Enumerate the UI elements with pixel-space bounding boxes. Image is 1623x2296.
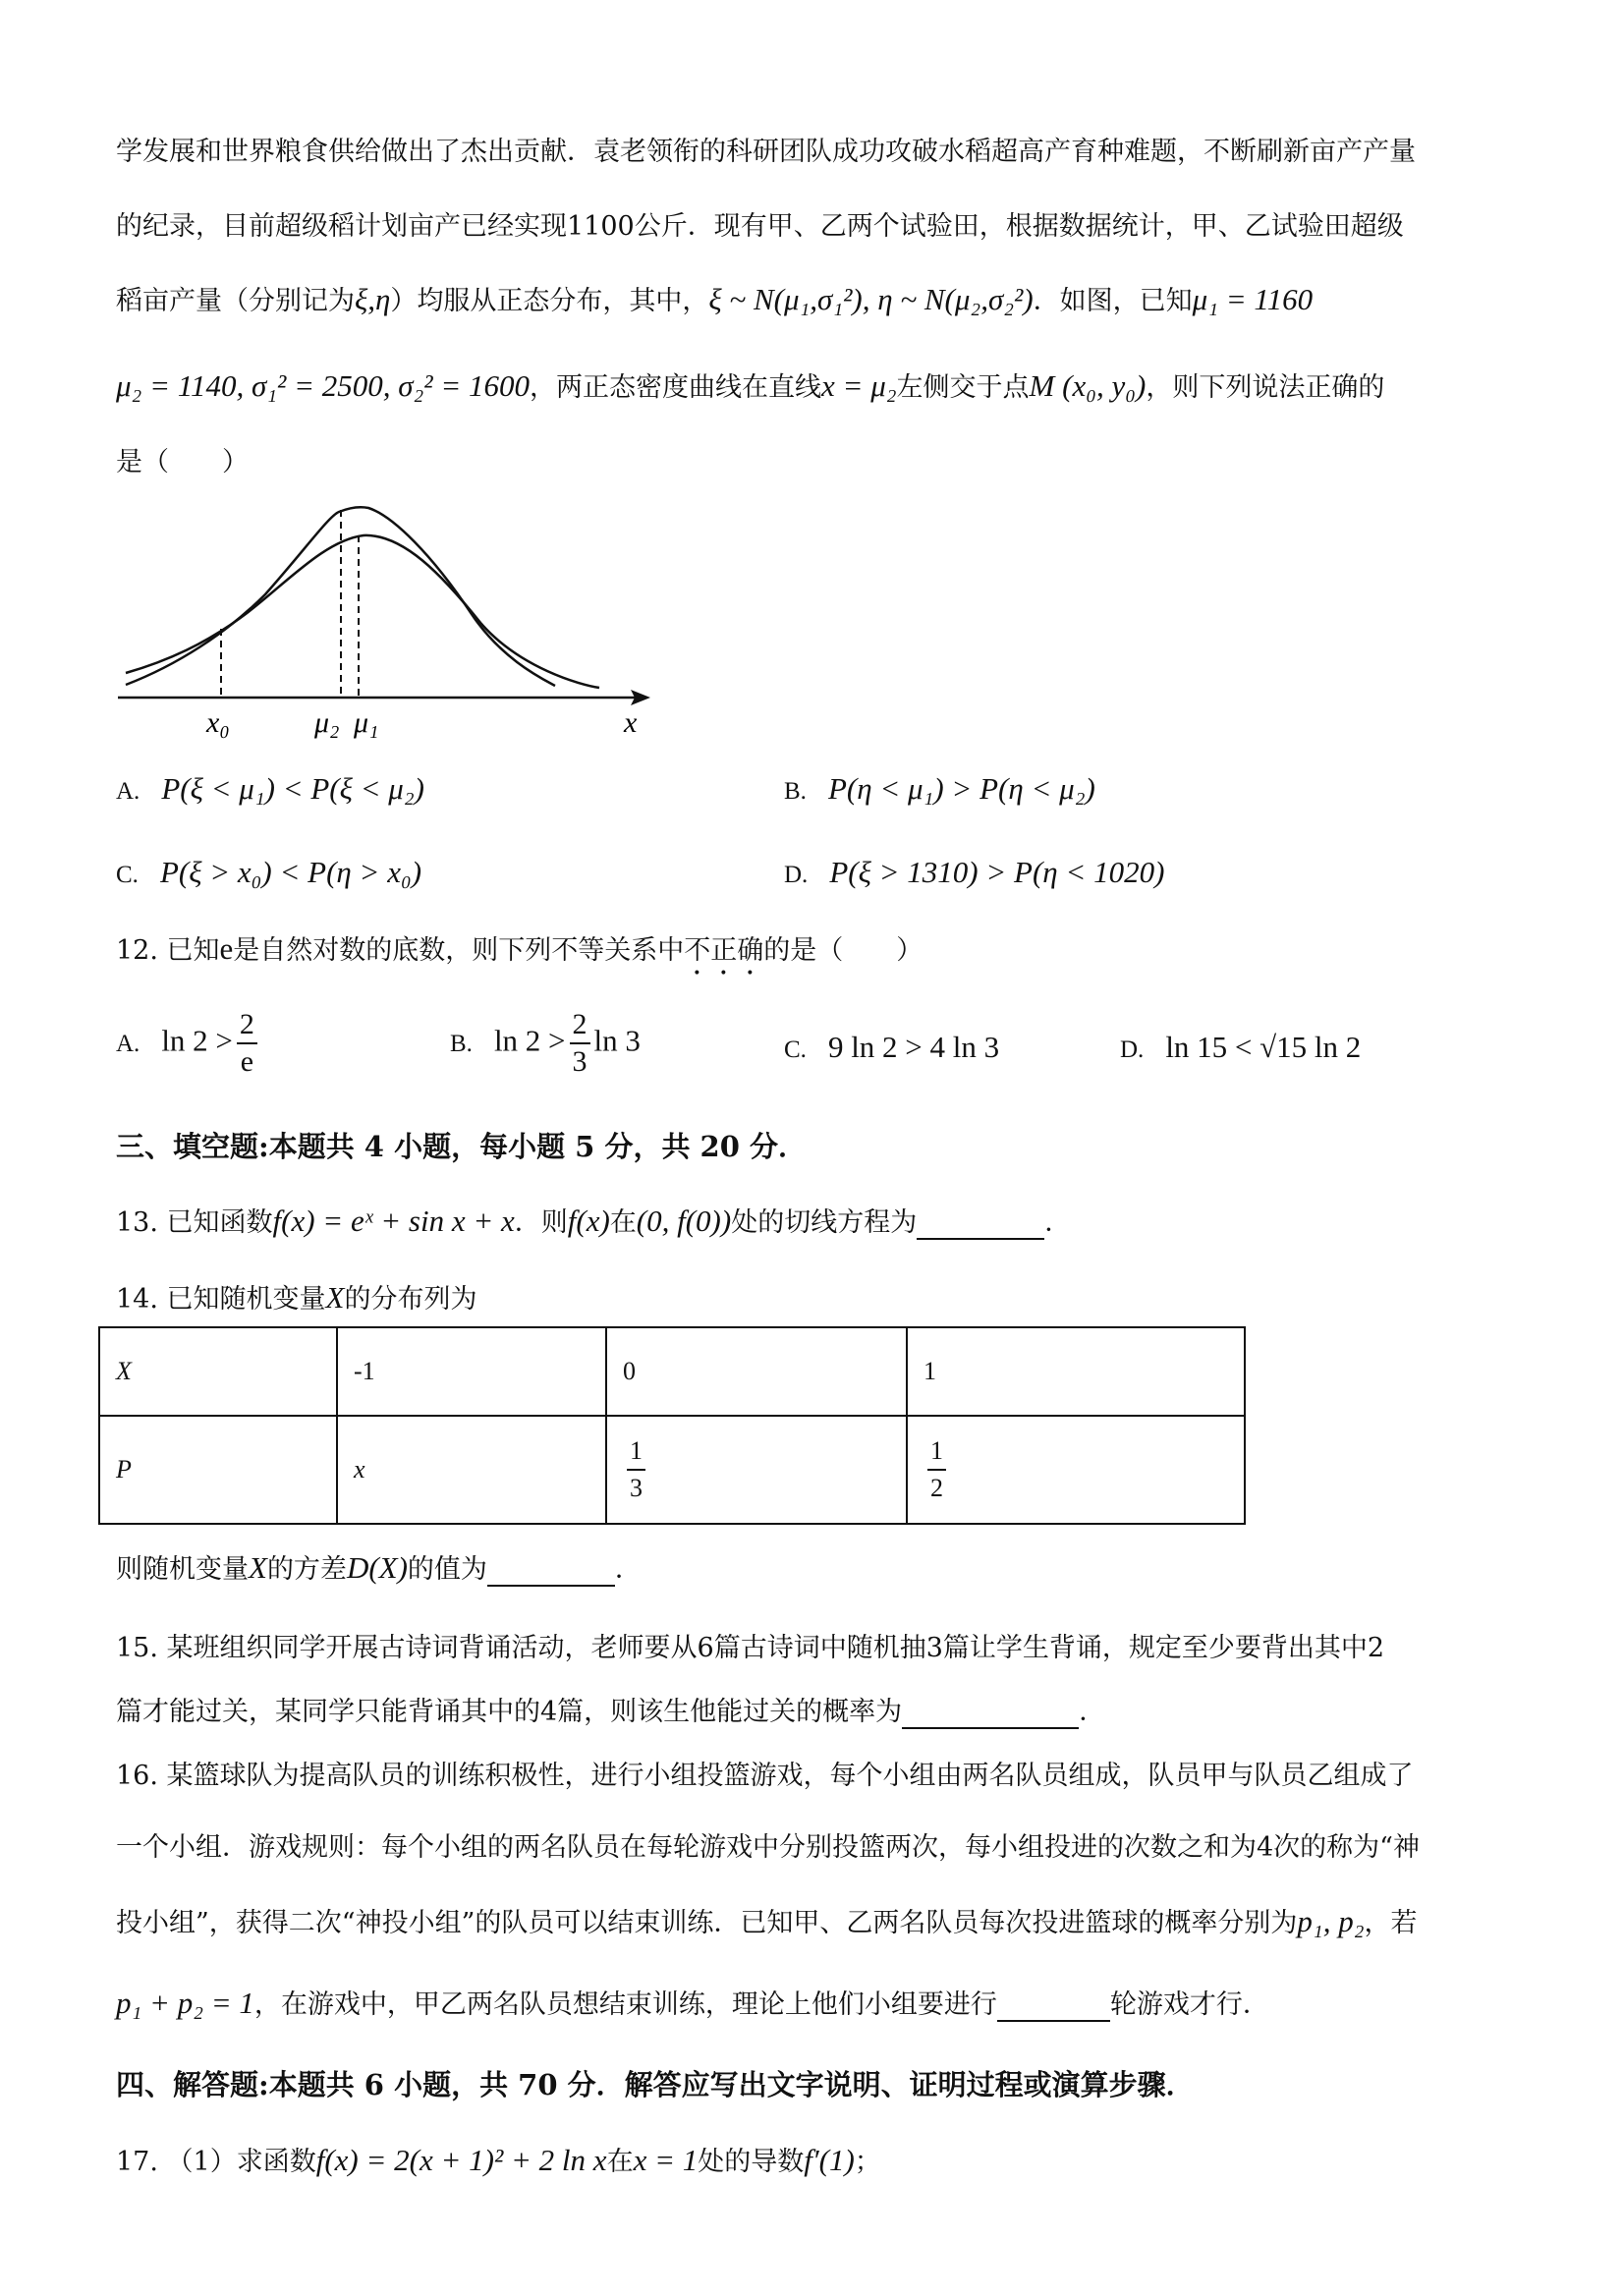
- q16-line1: 16. 某篮球队为提高队员的训练积极性，进行小组投篮游戏，每个小组由两名队员组成，队员甲与队员乙组成了: [116, 1761, 1414, 1791]
- q11-text: ）均服从正态分布，其中，: [390, 286, 709, 316]
- q17-text: 在: [606, 2147, 634, 2177]
- option-label: C.: [116, 862, 139, 888]
- q16-line3: [116, 1901, 1417, 1939]
- q11-params: μ₂ = 1140, σ₁² = 2500, σ₂² = 1600: [116, 368, 531, 403]
- option-label: B.: [450, 1030, 473, 1057]
- answer-blank[interactable]: [917, 1207, 1044, 1240]
- section-3-heading: 三、填空题:本题共 4 小题，每小题 5 分，共 20 分．: [116, 1130, 807, 1163]
- q11-vars: ξ,η: [355, 282, 391, 316]
- table-cell: [606, 1416, 907, 1524]
- q17-text: ；: [854, 2147, 881, 2177]
- distribution-table: [98, 1326, 1246, 1525]
- q16-equation: p₁ + p₂ = 1: [116, 1986, 254, 2020]
- q13-fx: f(x): [567, 1204, 610, 1238]
- q17-function: f(x) = 2(x + 1)² + 2 ln x: [315, 2143, 607, 2177]
- section-4-heading: 四、解答题:本题共 6 小题，共 70 分．解答应写出文字说明、证明过程或演算步骤．: [116, 2068, 1195, 2101]
- q11-text: 左侧交于点: [896, 372, 1030, 403]
- q16-probabilities: p₁, p₂: [1297, 1904, 1365, 1938]
- curve-xi: [126, 535, 599, 688]
- q11-distributions: ξ ~ N(μ₁,σ₁²), η ~ N(μ₂,σ₂²): [708, 282, 1034, 316]
- option-text: P(ξ > 1310) > P(η < 1020): [829, 855, 1165, 889]
- option-label: A.: [116, 1030, 140, 1057]
- table-cell: X: [99, 1327, 337, 1416]
- answer-blank[interactable]: [487, 1554, 615, 1587]
- q14-stem: [116, 1277, 476, 1316]
- option-text: P(η < μ₁) > P(η < μ₂): [827, 771, 1095, 806]
- q14-text: 则随机变量: [116, 1554, 249, 1585]
- table-cell: [907, 1416, 1245, 1524]
- table-row: [99, 1416, 1245, 1524]
- option-text: P(ξ < μ₁) < P(ξ < μ₂): [161, 771, 424, 806]
- fraction: [237, 1007, 257, 1080]
- q13-text: ．则: [514, 1207, 568, 1238]
- fraction: [627, 1433, 645, 1506]
- q12-text: 12. 已知: [116, 935, 220, 966]
- option-label: A.: [116, 778, 140, 805]
- table-cell: 0: [606, 1327, 907, 1416]
- q11-option-b: [784, 771, 1095, 807]
- q15-text: ．: [1079, 1697, 1106, 1727]
- label-mu2: μ₂: [314, 706, 340, 739]
- q11-point-m: M (x₀, y₀): [1029, 368, 1147, 403]
- denominator: e: [240, 1045, 254, 1078]
- q15-text: 篇才能过关，某同学只能背诵其中的4篇，则该生他能过关的概率为: [116, 1697, 903, 1727]
- q16-text: 投小组”，获得二次“神投小组”的队员可以结束训练．已知甲、乙两名队员每次投进篮球的概率分别为: [116, 1908, 1298, 1938]
- fraction: [570, 1007, 590, 1080]
- q12-option-d: [1120, 1030, 1361, 1065]
- q11-intro-line2: 的纪录，目前超级稻计划亩产已经实现1100公斤．现有甲、乙两个试验田，根据数据统计，甲、乙试验田超级: [116, 211, 1404, 242]
- q14-var: X: [325, 1280, 345, 1315]
- option-text: ln 2 >: [161, 1023, 233, 1058]
- q12-option-a: [116, 1007, 261, 1080]
- option-label: B.: [784, 778, 807, 805]
- q14-text: 的方差: [266, 1554, 347, 1585]
- denominator: 3: [630, 1474, 643, 1502]
- q11-line3: [116, 279, 1313, 317]
- q16-text: ，在游戏中，甲乙两名队员想结束训练，理论上他们小组要进行: [253, 1989, 997, 2020]
- option-text: ln 3: [593, 1023, 641, 1058]
- q13: [116, 1201, 1071, 1240]
- label-x0: x₀: [206, 706, 230, 739]
- q17-point: x = 1: [633, 2143, 699, 2177]
- q11-line-eq: x = μ₂: [821, 368, 897, 403]
- q11-text: 稻亩产量（分别记为: [116, 286, 355, 316]
- q11-line4: [116, 365, 1384, 404]
- q11-option-d: [784, 855, 1164, 890]
- option-label: D.: [1120, 1036, 1145, 1063]
- q11-text: ．如图，已知: [1033, 286, 1193, 316]
- q11-intro-line1: 学发展和世界粮食供给做出了杰出贡献．袁老领衔的科研团队成功攻破水稻超高产育种难题，不断刷新亩产产量: [116, 137, 1416, 167]
- option-text: ln 2 >: [493, 1023, 566, 1058]
- option-text: ln 15 < √15 ln 2: [1165, 1030, 1362, 1064]
- q11-line5: 是（ ）: [116, 447, 249, 477]
- q11-option-a: [116, 771, 424, 807]
- numerator: 2: [570, 1007, 590, 1044]
- denominator: 2: [930, 1474, 943, 1502]
- q17-derivative: f′(1): [804, 2143, 855, 2177]
- q12-text: 是自然对数的底数，则下列不等关系中: [233, 935, 685, 966]
- q12-e: e: [219, 931, 234, 966]
- q14-text: 的值为: [407, 1554, 487, 1585]
- numerator: 1: [927, 1433, 946, 1471]
- table-cell: P: [99, 1416, 337, 1524]
- normal-curves-figure: [108, 496, 668, 747]
- q13-text: 在: [609, 1207, 637, 1238]
- q12-emphasis: 不正确: [684, 935, 764, 966]
- q11-option-c: [116, 855, 421, 890]
- option-label: C.: [784, 1036, 807, 1063]
- q17-text: 处的导数: [698, 2147, 805, 2177]
- q14-var: X: [249, 1550, 267, 1585]
- table-row: [99, 1327, 1245, 1416]
- q12-text: 的是（ ）: [763, 935, 923, 966]
- q13-function: f(x) = eˣ + sin x + x: [272, 1204, 515, 1238]
- q14-text: 14. 已知随机变量: [116, 1284, 326, 1315]
- table-cell: x: [337, 1416, 606, 1524]
- q12-option-c: [784, 1030, 999, 1065]
- q16-line2: 一个小组．游戏规则：每个小组的两名队员在每轮游戏中分别投篮两次，每小组投进的次数之和为4次的称为“神: [116, 1832, 1420, 1863]
- q16-text: 轮游戏才行．: [1109, 1989, 1269, 2020]
- q14-text: ．: [614, 1554, 642, 1585]
- option-text: 9 ln 2 > 4 ln 3: [827, 1030, 1000, 1064]
- q14-after: [116, 1547, 642, 1587]
- q12-stem: [116, 928, 923, 981]
- q13-text: 13. 已知函数: [116, 1207, 273, 1238]
- q14-variance: D(X): [346, 1550, 408, 1585]
- q11-text: ，则下列说法正确的: [1146, 372, 1385, 403]
- label-x: x: [624, 706, 638, 739]
- q15-line1: 15. 某班组织同学开展古诗词背诵活动，老师要从6篇古诗词中随机抽3篇让学生背诵，规定至少要背出其中2: [116, 1633, 1385, 1663]
- q13-text: ．: [1044, 1207, 1072, 1238]
- q15-line2: [116, 1690, 1105, 1729]
- fraction: [927, 1433, 946, 1506]
- answer-blank[interactable]: [997, 1989, 1110, 2022]
- q17-text: 17. （1）求函数: [116, 2147, 316, 2177]
- option-text: P(ξ > x₀) < P(η > x₀): [159, 855, 422, 889]
- q12-option-b: [450, 1007, 641, 1080]
- q14-text: 的分布列为: [344, 1284, 477, 1315]
- q13-text: 处的切线方程为: [731, 1207, 918, 1238]
- numerator: 2: [237, 1007, 257, 1044]
- table-cell: 1: [907, 1327, 1245, 1416]
- q11-mu1: μ₁ = 1160: [1192, 282, 1314, 316]
- answer-blank[interactable]: [902, 1697, 1079, 1729]
- q17: [116, 2140, 881, 2178]
- q11-text: ，两正态密度曲线在直线: [530, 372, 822, 403]
- q16-text: ，若: [1364, 1908, 1418, 1938]
- option-label: D.: [784, 862, 809, 888]
- denominator: 3: [572, 1045, 588, 1078]
- label-mu1: μ₁: [354, 706, 379, 739]
- q16-line4: [116, 1983, 1269, 2022]
- numerator: 1: [627, 1433, 645, 1471]
- q13-point: (0, f(0)): [636, 1204, 732, 1238]
- table-cell: -1: [337, 1327, 606, 1416]
